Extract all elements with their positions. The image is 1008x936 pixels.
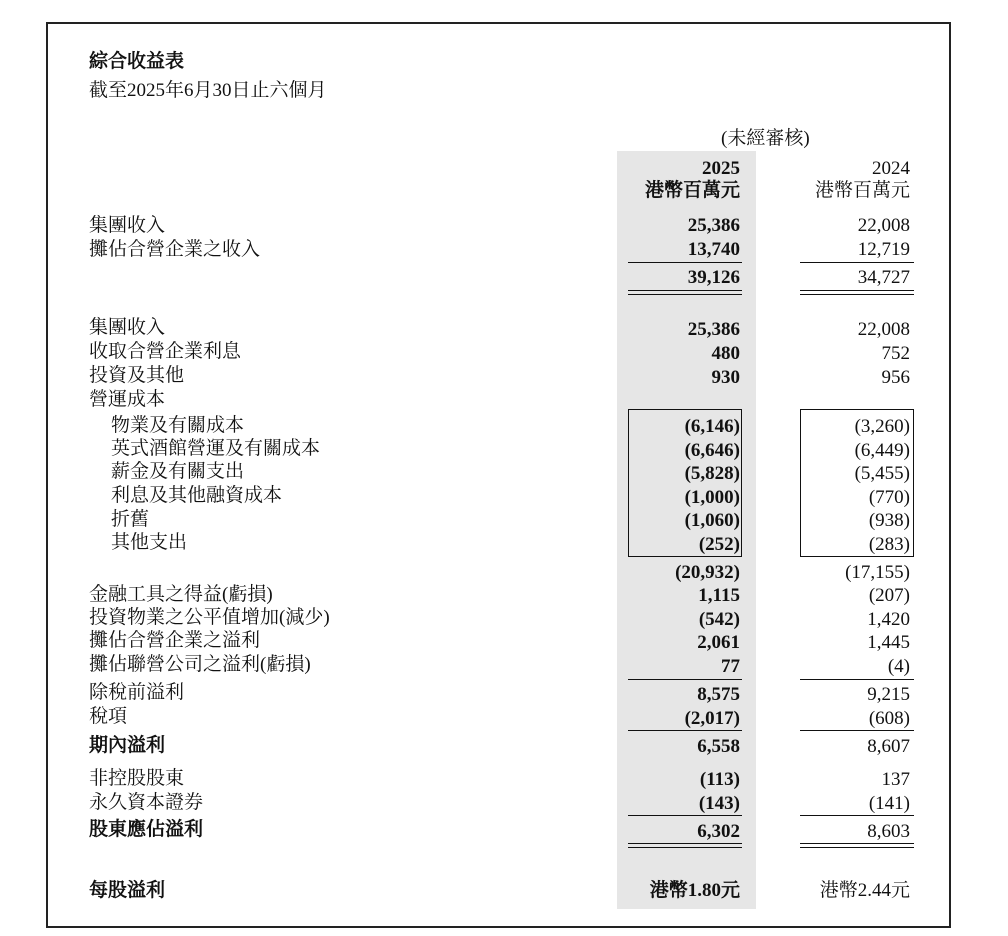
row-label: 其他支出 [111,532,188,553]
row-label: 薪金及有關支出 [111,461,245,482]
header-unit-2024: 港幣百萬元 [814,180,910,201]
total-revenue-2024: 34,727 [857,267,910,288]
row-label: 集團收入 [89,317,166,338]
total-double-rule [800,290,914,295]
row-label: 攤佔聯營公司之溢利(虧損) [89,654,311,675]
value-2024: (4) [887,656,910,677]
subtotal-rule [628,815,742,816]
value-2024: (283) [868,534,910,555]
value-2024: 1,445 [867,632,910,653]
value-2024: (141) [868,793,910,814]
value-2024: 752 [881,343,910,364]
value-2025: (113) [699,769,740,790]
row-label: 利息及其他融資成本 [111,485,283,506]
row-label: 物業及有關成本 [111,415,245,436]
eps-label: 每股溢利 [89,880,166,901]
eps-2025: 港幣1.80元 [649,880,740,901]
value-2025: (1,000) [684,487,740,508]
unaudited-label: (未經審核) [721,128,810,149]
value-2024: 22,008 [857,215,910,236]
row-label: 永久資本證券 [89,792,204,813]
value-2025: (143) [698,793,740,814]
value-2025: (6,146) [684,416,740,437]
header-year-2024: 2024 [872,158,910,179]
subtotal-rule [628,730,742,731]
value-2024: 9,215 [867,684,910,705]
value-2025: 480 [711,343,740,364]
value-2025: (252) [698,534,740,555]
row-label: 非控股股東 [89,768,185,789]
row-label: 英式酒館營運及有關成本 [111,438,321,459]
row-label: 收取合營企業利息 [89,341,242,362]
row-label: 投資物業之公平值增加(減少) [89,607,330,628]
subtotal-rule [800,815,914,816]
subtotal-rule [800,730,914,731]
value-2024: 12,719 [857,239,910,260]
subtotal-rule [628,262,742,263]
row-label: 攤佔合營企業之收入 [89,239,261,260]
row-label: 稅項 [89,706,128,727]
value-2024: 8,607 [867,736,910,757]
value-2024: 956 [881,367,910,388]
value-2025: (542) [698,609,740,630]
value-2025: 930 [711,367,740,388]
value-2024: (770) [868,487,910,508]
operating-costs-total-2025: (20,932) [675,562,740,583]
value-2024: 22,008 [857,319,910,340]
value-2025: 25,386 [687,319,740,340]
statement-title: 綜合收益表 [89,51,185,72]
eps-2024: 港幣2.44元 [819,880,910,901]
value-2025: (2,017) [684,708,740,729]
value-2024: (3,260) [854,416,910,437]
header-unit-2025: 港幣百萬元 [644,180,740,201]
value-2024: 8,603 [867,821,910,842]
row-label: 投資及其他 [89,365,185,386]
statement-period: 截至2025年6月30日止六個月 [89,80,327,101]
value-2025: 1,115 [698,585,740,606]
row-label: 除稅前溢利 [89,682,185,703]
total-double-rule [800,843,914,848]
value-2024: (6,449) [854,440,910,461]
value-2024: 1,420 [867,609,910,630]
value-2024: (938) [868,510,910,531]
row-label: 折舊 [111,509,150,530]
value-2024: (207) [868,585,910,606]
profit-for-period-label: 期內溢利 [89,735,166,756]
subtotal-rule [800,262,914,263]
value-2025: 6,558 [697,736,740,757]
row-label: 集團收入 [89,215,166,236]
value-2025: 2,061 [697,632,740,653]
row-label: 營運成本 [89,389,166,410]
subtotal-rule [800,679,914,680]
subtotal-rule [628,679,742,680]
row-label: 金融工具之得益(虧損) [89,584,273,605]
value-2025: 6,302 [697,821,740,842]
row-label: 攤佔合營企業之溢利 [89,630,261,651]
value-2025: (5,828) [684,463,740,484]
value-2025: (1,060) [684,510,740,531]
value-2025: 8,575 [697,684,740,705]
operating-costs-total-2024: (17,155) [845,562,910,583]
value-2024: 137 [881,769,910,790]
value-2024: (5,455) [854,463,910,484]
value-2025: 77 [721,656,740,677]
total-revenue-2025: 39,126 [687,267,740,288]
shareholders-profit-label: 股東應佔溢利 [89,819,204,840]
value-2025: (6,646) [684,440,740,461]
total-double-rule [628,843,742,848]
value-2025: 13,740 [687,239,740,260]
value-2024: (608) [868,708,910,729]
header-year-2025: 2025 [702,158,740,179]
value-2025: 25,386 [687,215,740,236]
total-double-rule [628,290,742,295]
